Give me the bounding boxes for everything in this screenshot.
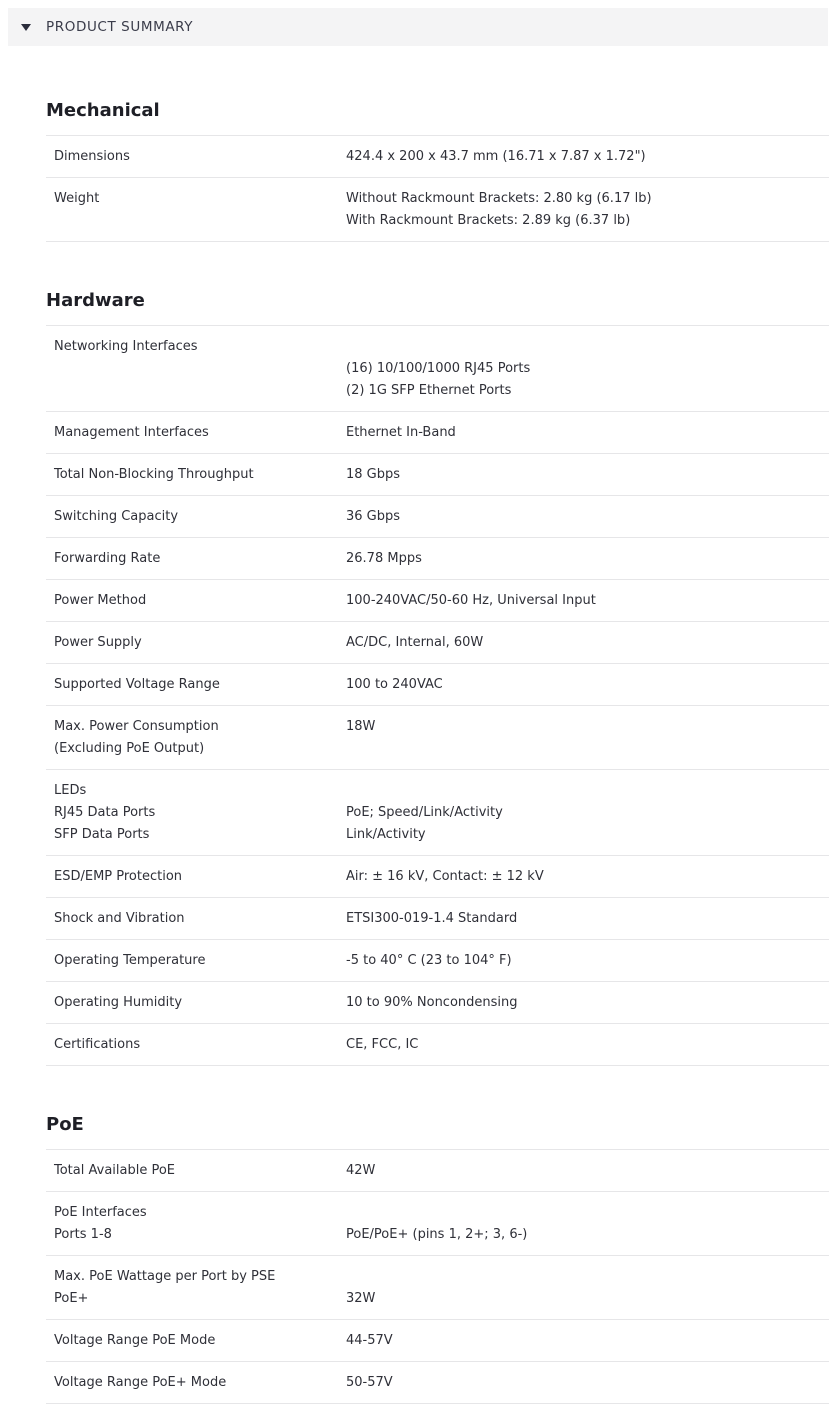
spec-row [46, 326, 829, 412]
spec-value [346, 950, 829, 972]
spec-label-line: Shock and Vibration [54, 911, 185, 926]
spec-label-line: Forwarding Rate [54, 551, 161, 566]
spec-label-line: PoE+ [54, 1291, 89, 1306]
spec-value-line: 18W [346, 719, 376, 734]
spec-value [346, 506, 829, 528]
spec-value-line: Without Rackmount Brackets: 2.80 kg (6.17 lb) [346, 191, 652, 206]
section-gap [46, 242, 829, 286]
spec-value [346, 1266, 829, 1310]
spec-value [346, 674, 829, 696]
spec-value [346, 146, 829, 168]
spec-value [346, 780, 829, 846]
spec-label-line: ESD/EMP Protection [54, 869, 183, 884]
spec-label-line: (Excluding PoE Output) [54, 741, 205, 756]
spec-label-line: Total Available PoE [54, 1163, 176, 1178]
spec-value-line: 26.78 Mpps [346, 551, 422, 566]
spec-value-line: 10 to 90% Noncondensing [346, 995, 518, 1010]
spec-row [46, 1024, 829, 1066]
spec-table [46, 135, 829, 242]
spec-row [46, 136, 829, 178]
spec-label [46, 506, 346, 528]
spec-label [46, 188, 346, 232]
spec-label [46, 548, 346, 570]
spec-row [46, 706, 829, 770]
spec-value-line: Ethernet In-Band [346, 425, 456, 440]
spec-row [46, 982, 829, 1024]
spec-table [46, 1149, 829, 1404]
spec-value [346, 1202, 829, 1246]
spec-value-line: Air: ± 16 kV, Contact: ± 12 kV [346, 869, 544, 884]
section-title: Hardware [46, 290, 145, 311]
spec-label-line: Dimensions [54, 149, 130, 164]
spec-label-line: Ports 1-8 [54, 1227, 112, 1242]
spec-value-line: With Rackmount Brackets: 2.89 kg (6.37 lb) [346, 213, 631, 228]
spec-value-line: Link/Activity [346, 827, 426, 842]
spec-value [346, 590, 829, 612]
spec-value-line: 36 Gbps [346, 509, 401, 524]
spec-value-line [346, 780, 829, 802]
spec-label-line: PoE Interfaces [54, 1205, 147, 1220]
spec-value-line: 44-57V [346, 1333, 393, 1348]
spec-value-line: 50-57V [346, 1375, 393, 1390]
spec-label-line: SFP Data Ports [54, 827, 150, 842]
spec-label [46, 464, 346, 486]
spec-row [46, 898, 829, 940]
spec-value-line [346, 336, 829, 358]
spec-label [46, 1372, 346, 1394]
spec-label [46, 716, 346, 760]
spec-label [46, 1160, 346, 1182]
spec-value-line: 18 Gbps [346, 467, 401, 482]
spec-label [46, 336, 346, 402]
spec-label [46, 866, 346, 888]
spec-label [46, 674, 346, 696]
spec-row [46, 1320, 829, 1362]
spec-value [346, 1034, 829, 1056]
spec-label [46, 1266, 346, 1310]
spec-row [46, 178, 829, 242]
spec-label [46, 1330, 346, 1352]
spec-value-line: -5 to 40° C (23 to 104° F) [346, 953, 512, 968]
caret-down-icon [21, 24, 31, 31]
spec-value-line [346, 1266, 829, 1288]
spec-row [46, 770, 829, 856]
spec-label-line: Voltage Range PoE Mode [54, 1333, 216, 1348]
spec-label [46, 1034, 346, 1056]
spec-label [46, 146, 346, 168]
section-title: PoE [46, 1114, 84, 1135]
spec-label-line: LEDs [54, 783, 87, 798]
spec-row [46, 580, 829, 622]
spec-label-line: Weight [54, 191, 100, 206]
spec-value-line: AC/DC, Internal, 60W [346, 635, 484, 650]
spec-label-line: Total Non-Blocking Throughput [54, 467, 254, 482]
spec-label [46, 632, 346, 654]
spec-label-line: Max. Power Consumption [54, 719, 219, 734]
spec-value [346, 866, 829, 888]
spec-value [346, 1160, 829, 1182]
spec-value [346, 632, 829, 654]
spec-row [46, 940, 829, 982]
spec-label-line: Networking Interfaces [54, 339, 198, 354]
spec-label-line: Certifications [54, 1037, 141, 1052]
spec-value [346, 992, 829, 1014]
spec-value-line: CE, FCC, IC [346, 1037, 419, 1052]
spec-value-line [346, 1202, 829, 1224]
spec-value [346, 908, 829, 930]
spec-value-line: ETSI300-019-1.4 Standard [346, 911, 518, 926]
spec-label-line: Operating Humidity [54, 995, 183, 1010]
spec-value [346, 1330, 829, 1352]
spec-label [46, 590, 346, 612]
spec-value-line: 424.4 x 200 x 43.7 mm (16.71 x 7.87 x 1.72") [346, 149, 646, 164]
spec-label-line: Voltage Range PoE+ Mode [54, 1375, 227, 1390]
spec-label-line: Supported Voltage Range [54, 677, 220, 692]
spec-row [46, 664, 829, 706]
spec-row [46, 496, 829, 538]
spec-row [46, 412, 829, 454]
spec-label [46, 780, 346, 846]
spec-value-line: (2) 1G SFP Ethernet Ports [346, 383, 512, 398]
spec-value-line: 100 to 240VAC [346, 677, 443, 692]
spec-value-line: 100-240VAC/50-60 Hz, Universal Input [346, 593, 596, 608]
spec-row [46, 1362, 829, 1404]
spec-label [46, 422, 346, 444]
spec-table [46, 325, 829, 1066]
spec-row [46, 622, 829, 664]
spec-value [346, 1372, 829, 1394]
spec-label-line: Operating Temperature [54, 953, 206, 968]
spec-label-line: Max. PoE Wattage per Port by PSE [54, 1269, 276, 1284]
spec-value [346, 422, 829, 444]
spec-label-line: RJ45 Data Ports [54, 805, 156, 820]
spec-label [46, 992, 346, 1014]
spec-label-line: Power Supply [54, 635, 142, 650]
spec-label-line: Switching Capacity [54, 509, 179, 524]
spec-row [46, 538, 829, 580]
spec-value-line: PoE/PoE+ (pins 1, 2+; 3, 6-) [346, 1227, 528, 1242]
spec-row [46, 1192, 829, 1256]
spec-row [46, 1256, 829, 1320]
spec-value-line: (16) 10/100/1000 RJ45 Ports [346, 361, 531, 376]
spec-value-line: PoE; Speed/Link/Activity [346, 805, 503, 820]
spec-label [46, 1202, 346, 1246]
product-summary-toggle[interactable] [8, 8, 828, 46]
section-title: Mechanical [46, 100, 160, 121]
spec-row [46, 1150, 829, 1192]
spec-sections [46, 96, 829, 1404]
spec-label [46, 950, 346, 972]
spec-label [46, 908, 346, 930]
spec-row [46, 454, 829, 496]
spec-value [346, 716, 829, 760]
spec-label-line: Power Method [54, 593, 147, 608]
spec-row [46, 856, 829, 898]
spec-value [346, 464, 829, 486]
spec-value [346, 336, 829, 402]
section-gap [46, 1066, 829, 1110]
spec-value-line: 42W [346, 1163, 376, 1178]
spec-value [346, 188, 829, 232]
spec-value [346, 548, 829, 570]
spec-value-line: 32W [346, 1291, 376, 1306]
spec-label-line: Management Interfaces [54, 425, 209, 440]
product-summary-title: PRODUCT SUMMARY [46, 19, 194, 35]
